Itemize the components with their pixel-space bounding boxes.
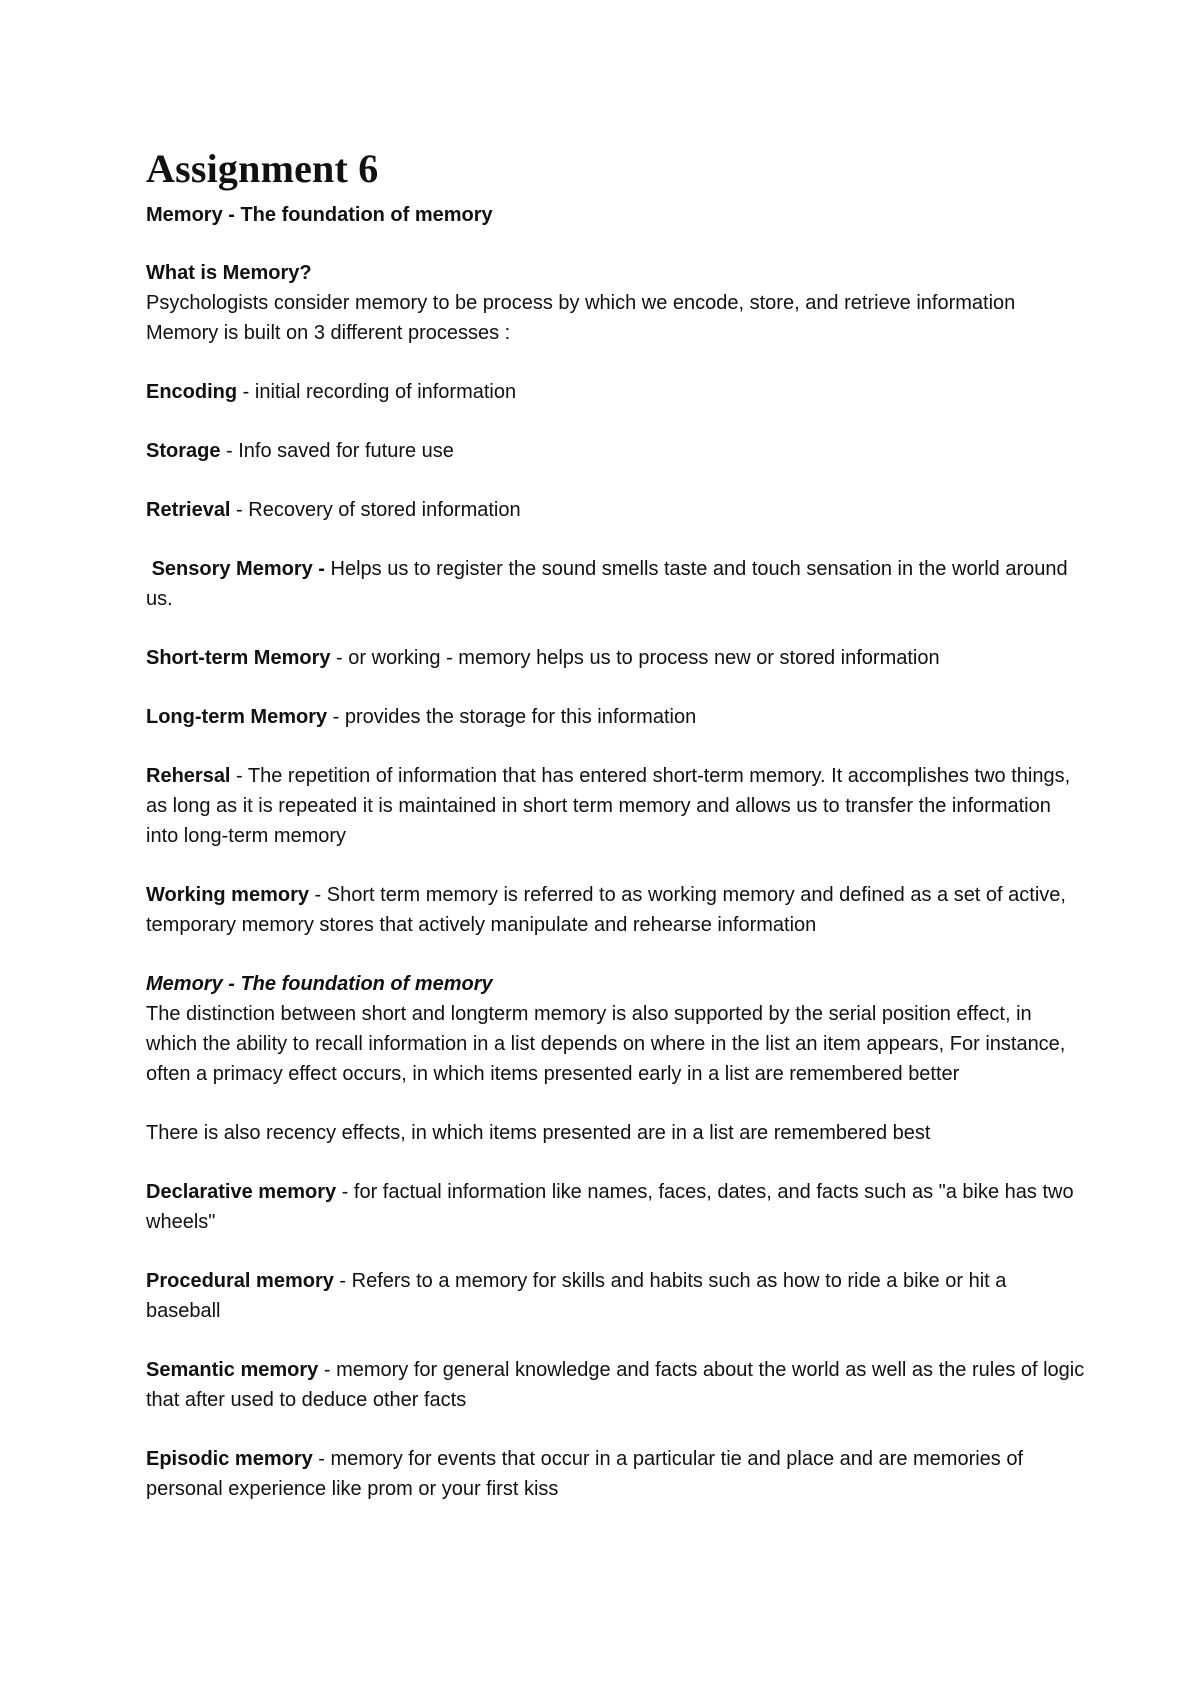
definition-text: - Recovery of stored information: [230, 499, 521, 521]
section-paragraph-recency: There is also recency effects, in which items presented are in a list are remembered best: [146, 1122, 931, 1144]
definition-working-memory: [146, 880, 1086, 940]
definition-text: Helps us to register the sound smells taste and touch sensation in the world around us.: [146, 558, 1074, 610]
definition-term: Long-term Memory: [146, 706, 328, 728]
definition-text: - Short term memory is referred to as working memory and defined as a set of active, temporary memory stores that actively manipulate and rehearse information: [146, 884, 1066, 936]
document-body: [146, 140, 1086, 1533]
definition-term: Retrieval: [146, 499, 231, 521]
definition-text: - for factual information like names, faces, dates, and facts such as "a bike has two wheels": [146, 1181, 1074, 1233]
section-heading: Memory - The foundation of memory: [146, 973, 493, 995]
definition-term: Semantic memory: [146, 1359, 319, 1381]
definition-text: - memory for events that occur in a particular tie and place and are memories of personal experience like prom or your first kiss: [146, 1448, 1024, 1500]
definition-term: Short-term Memory: [146, 647, 331, 669]
document-title: Assignment 6: [146, 146, 379, 191]
definition-text: - The repetition of information that has entered short-term memory. It accomplishes two things, as long as it is repeated it is maintained in short term memory and allows us to transfer the information into long-term memory: [146, 765, 1071, 847]
definition-retrieval: [146, 495, 1086, 525]
definition-term: Encoding: [146, 381, 238, 403]
definition-encoding: [146, 377, 1086, 407]
definition-semantic-memory: [146, 1355, 1086, 1415]
definition-term: Working memory: [146, 884, 309, 906]
section-paragraph-serial-position: The distinction between short and longterm memory is also supported by the serial position effect, in which the ability to recall information in a list depends on where in the list an item appears, For instance, often a primacy effect occurs, in which items presented early in a list are remembered better: [146, 1003, 1066, 1085]
definition-text: - initial recording of information: [237, 381, 517, 403]
intro-question: What is Memory?: [146, 262, 312, 284]
definition-declarative-memory: [146, 1177, 1086, 1237]
definition-text: - Refers to a memory for skills and habits such as how to ride a bike or hit a baseball: [146, 1270, 1007, 1322]
definition-text: - Info saved for future use: [220, 440, 454, 462]
intro-text: Psychologists consider memory to be process by which we encode, store, and retrieve information Memory is built on 3 different processes :: [146, 292, 1016, 344]
definition-term: Rehersal: [146, 765, 231, 787]
definition-sensory-memory: [146, 554, 1086, 614]
definition-storage: [146, 436, 1086, 466]
definition-term: Declarative memory: [146, 1181, 337, 1203]
definition-term: Sensory Memory -: [146, 558, 331, 580]
definition-term: Procedural memory: [146, 1270, 334, 1292]
definition-text: - provides the storage for this information: [327, 706, 697, 728]
document-subtitle: Memory - The foundation of memory: [146, 204, 493, 226]
definition-episodic-memory: [146, 1444, 1086, 1504]
definition-term: Episodic memory: [146, 1448, 313, 1470]
definition-term: Storage: [146, 440, 221, 462]
definition-rehersal: [146, 761, 1086, 851]
definition-procedural-memory: [146, 1266, 1086, 1326]
definition-text: - memory for general knowledge and facts about the world as well as the rules of logic that after used to deduce other facts: [146, 1359, 1085, 1411]
definition-long-term-memory: [146, 702, 1086, 732]
definition-short-term-memory: [146, 643, 1086, 673]
definition-text: - or working - memory helps us to process new or stored information: [330, 647, 940, 669]
